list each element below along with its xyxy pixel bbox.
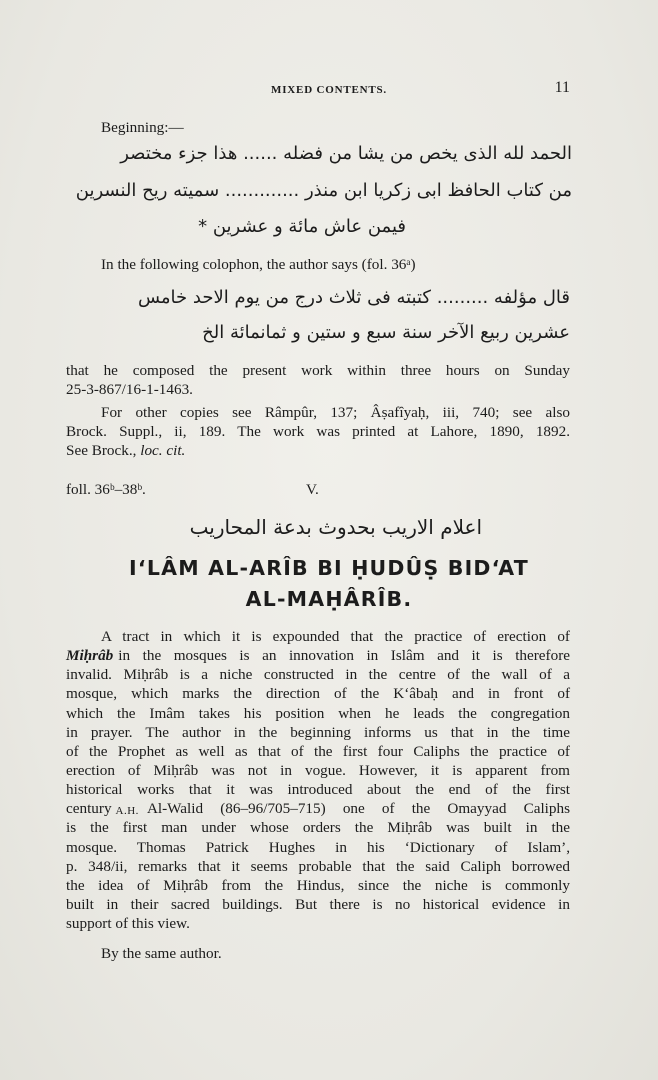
arabic-beginning-line-3: فیمن عاش مائة و عشرین * [198,216,406,237]
description-line-16: support of this view. [66,915,190,932]
other-copies-line-3-prefix: See Brock., [66,442,141,459]
description-line-9: historical works that it was introduced about the end of the first [66,781,570,798]
other-copies-line-1: For other copies see Râmpûr, 137; Âṣafîyaḥ, iii, 740; see also [101,404,570,421]
description-line-13: p. 348/ii, remarks that it seems probable that the said Caliph borrowed [66,858,570,875]
mihrab-term: Miḥrâb [66,647,114,664]
beginning-label: Beginning:— [101,119,184,136]
century-label: century [66,800,112,817]
folio-range: foll. 36ᵇ–38ᵇ. [66,481,146,498]
description-line-6: in prayer. The author in the beginning informs us that in the time [66,724,570,741]
other-copies-line-2: Brock. Suppl., ii, 189. The work was printed at Lahore, 1890, 1892. [66,423,570,440]
arabic-colophon-line-2: عشرین ربیع الآخر سنة سبع و ستین و ثمانمائة الخ [202,322,570,343]
colophon-line-2: 25-3-867/16-1-1463. [66,381,193,398]
arabic-title: اعلام الاریب بحدوث بدعة المحاریب [189,515,482,539]
other-copies-line-3 [66,441,185,460]
description-line-12: mosque. Thomas Patrick Hughes in his ‘Dictionary of Islam’, [66,839,570,856]
description-line-10-text: Al-Walid (86–96/705–715) one of the Omayyad Caliphs [146,800,570,817]
colophon-intro: In the following colophon, the author says (fol. 36ᵃ) [101,256,416,273]
loc-cit: loc. cit. [140,442,186,459]
running-head: MIXED CONTENTS. [271,84,387,96]
anno-hegirae: A.H. [115,805,139,817]
description-line-5: which the Imâm takes his position when he leads the congregation [66,705,570,722]
description-line-3: invalid. Miḥrâb is a niche constructed in the centre of the wall of a [66,666,570,683]
arabic-beginning-line-2: من کتاب الحافظ ابی زکریا ابن منذر ............. سمیته ریح النسرین [75,180,572,201]
description-line-8: erection of Miḥrâb was not in vogue. However, it is apparent from [66,762,570,779]
description-line-1: A tract in which it is expounded that the practice of erection of [101,628,570,645]
description-line-15: built in their sacred buildings. But there is no historical evidence in [66,896,570,913]
description-line-2 [66,646,570,665]
closing-note: By the same author. [101,945,222,962]
entry-number: V. [306,481,319,498]
description-line-7: of the Prophet as well as that of the first four Caliphs the practice of [66,743,570,760]
description-line-14: the idea of Miḥrâb from the Hindus, since the niche is commonly [66,877,570,894]
colophon-line-1: that he composed the present work within three hours on Sunday [66,362,570,379]
title-line-2: AL-MAḤÂRÎB. [245,587,413,611]
arabic-colophon-line-1: قال مؤلفه ......... کتبته فی ثلاث درج من یوم الاحد خامس [137,287,570,308]
arabic-beginning-line-1: الحمد لله الذی یخص من یشا من فضله ...... هذا جزء مختصر [120,143,572,164]
description-line-11: is the first man under whose orders the Miḥrâb was built in the [66,819,570,836]
title-line-1: I‘LÂM AL-ARÎB BI ḤUDÛṢ BID‘AT [129,556,529,580]
description-line-4: mosque, which marks the direction of the K‘âbaḥ and in front of [66,685,570,702]
description-line-2-text: in the mosques is an innovation in Islâm and it is therefore [118,647,570,664]
page-number: 11 [554,79,570,96]
